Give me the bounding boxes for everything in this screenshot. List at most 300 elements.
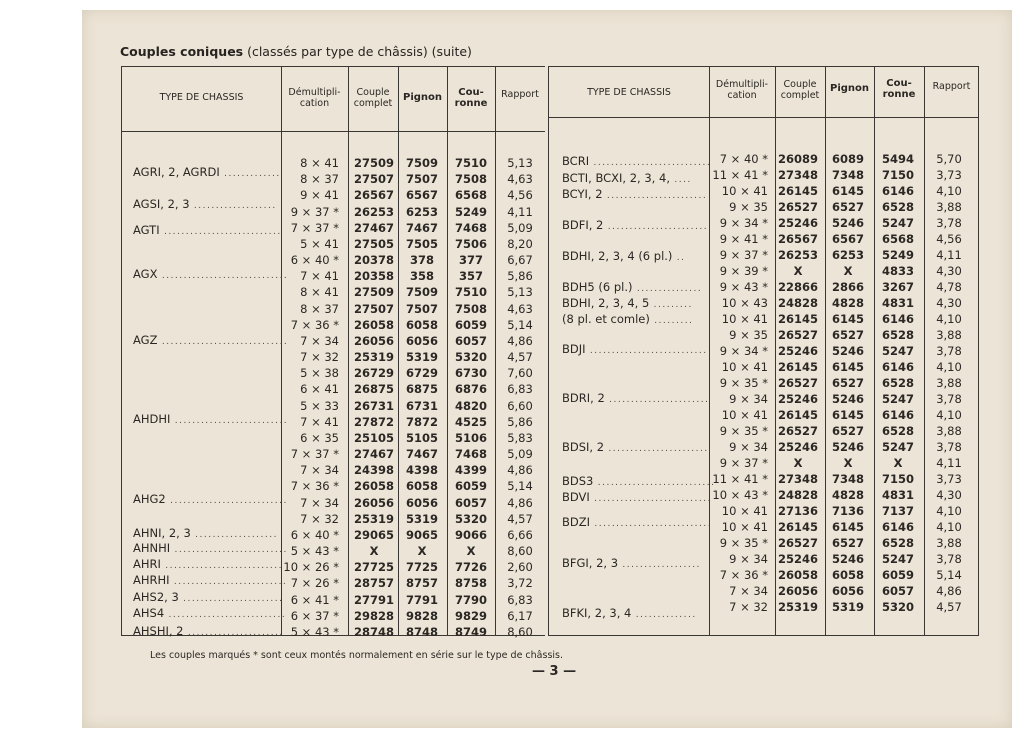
couple-complet-cell: 27348: [777, 472, 818, 486]
demultiplication-cell: 10 × 43 *: [712, 488, 768, 502]
couronne-cell: 6528: [881, 328, 914, 342]
couple-complet-cell: 27467: [353, 447, 394, 462]
couple-complet-cell: 26527: [777, 424, 818, 438]
couple-complet-cell: 26089: [777, 152, 818, 166]
chassis-label: BDH5 (6 pl.) ...............: [562, 280, 703, 294]
rapport-cell: 6,83: [507, 592, 533, 607]
header-type-chassis: TYPE DE CHASSIS: [159, 92, 244, 103]
chassis-label: BDHI, 2, 3, 4, 5 .........: [562, 296, 693, 310]
couronne-cell: 7790: [454, 592, 487, 607]
header-pignon: Pignon: [829, 83, 870, 94]
couronne-cell: 6059: [454, 317, 487, 332]
rapport-cell: 3,78: [936, 344, 962, 358]
pignon-cell: 6875: [405, 382, 438, 397]
couronne-cell: 9066: [454, 527, 487, 542]
couronne-cell: 6528: [881, 424, 914, 438]
couronne-cell: 5106: [454, 430, 487, 445]
pignon-cell: 5105: [405, 430, 438, 445]
couronne-cell: 8758: [454, 576, 487, 591]
rapport-cell: 5,13: [507, 156, 533, 170]
pignon-cell: 5246: [831, 392, 864, 406]
rapport-cell: 4,10: [936, 184, 962, 198]
couple-complet-cell: 29065: [353, 527, 394, 542]
pignon-cell: 6731: [405, 398, 438, 413]
chassis-label: AGSI, 2, 3 ...................: [133, 197, 277, 211]
rapport-cell: 4,86: [507, 495, 533, 510]
rapport-cell: 4,86: [936, 584, 962, 598]
couronne-cell: 4399: [454, 463, 487, 478]
rapport-cell: 3,78: [936, 440, 962, 454]
rapport-cell: 4,30: [936, 296, 962, 310]
rapport-cell: 4,56: [936, 232, 962, 246]
rapport-cell: 4,11: [936, 248, 962, 262]
pignon-cell: 7791: [405, 592, 438, 607]
pignon-cell: 358: [409, 269, 434, 284]
pignon-cell: 6527: [831, 536, 864, 550]
header-couronne: Cou- ronne: [882, 78, 916, 100]
pignon-cell: 5319: [831, 600, 864, 614]
pignon-cell: 6056: [405, 495, 438, 510]
demultiplication-cell: 9 × 34: [729, 392, 768, 406]
demultiplication-cell: 7 × 26 *: [290, 576, 339, 591]
rapport-cell: 4,63: [507, 172, 533, 187]
chassis-label: AGX .............................: [133, 267, 289, 281]
couple-complet-cell: 26145: [777, 312, 818, 326]
demultiplication-cell: 7 × 37 *: [290, 220, 339, 235]
couple-complet-cell: 25105: [353, 430, 394, 445]
pignon-cell: 4828: [831, 488, 864, 502]
demultiplication-cell: 6 × 40 *: [290, 527, 339, 542]
demultiplication-cell: 9 × 41: [300, 188, 339, 203]
chassis-label: AHRI ...........................: [133, 557, 284, 571]
couple-complet-cell: X: [793, 456, 803, 470]
couronne-cell: 6876: [454, 382, 487, 397]
demultiplication-cell: 7 × 34: [300, 463, 339, 478]
pignon-cell: X: [843, 456, 853, 470]
couronne-cell: 8749: [454, 624, 487, 639]
chassis-label: BDRI, 2 .......................: [562, 391, 710, 405]
rapport-cell: 5,14: [936, 568, 962, 582]
couple-complet-cell: 24828: [777, 296, 818, 310]
couronne-cell: 5247: [881, 344, 914, 358]
couronne-cell: 6059: [881, 568, 914, 582]
pignon-cell: 6058: [405, 479, 438, 494]
rapport-cell: 4,78: [936, 280, 962, 294]
couple-complet-cell: 26056: [353, 333, 394, 348]
demultiplication-cell: 9 × 37 *: [719, 456, 768, 470]
demultiplication-cell: 7 × 32: [300, 350, 339, 365]
pignon-cell: 7136: [831, 504, 864, 518]
couple-complet-cell: 25246: [777, 344, 818, 358]
couronne-cell: 6146: [881, 184, 914, 198]
demultiplication-cell: 9 × 34: [729, 552, 768, 566]
rapport-cell: 5,14: [507, 317, 533, 332]
couronne-cell: 4820: [454, 398, 487, 413]
couple-complet-cell: 26731: [353, 398, 394, 413]
demultiplication-cell: 7 × 36 *: [719, 568, 768, 582]
couple-complet-cell: 27348: [777, 168, 818, 182]
rapport-cell: 4,30: [936, 488, 962, 502]
pignon-cell: 6253: [405, 204, 438, 219]
pignon-cell: 5319: [405, 350, 438, 365]
couple-complet-cell: 26056: [353, 495, 394, 510]
demultiplication-cell: 10 × 41: [721, 504, 768, 518]
pignon-cell: 7507: [405, 301, 438, 316]
couple-complet-cell: 26729: [353, 366, 394, 381]
demultiplication-cell: 8 × 41: [300, 156, 339, 170]
couple-complet-cell: 27872: [353, 414, 394, 429]
rapport-cell: 3,78: [936, 392, 962, 406]
couple-complet-cell: 27791: [353, 592, 394, 607]
chassis-label: BFKI, 2, 3, 4 ..............: [562, 606, 697, 620]
couronne-cell: 6057: [454, 333, 487, 348]
header-couronne: Cou- ronne: [454, 87, 488, 109]
rapport-cell: 6,83: [507, 382, 533, 397]
couple-complet-cell: 25246: [777, 552, 818, 566]
couple-complet-cell: 26145: [777, 408, 818, 422]
pignon-cell: 6056: [405, 333, 438, 348]
couronne-cell: 6568: [881, 232, 914, 246]
demultiplication-cell: 9 × 35 *: [719, 536, 768, 550]
demultiplication-cell: 10 × 43: [721, 296, 768, 310]
couronne-cell: 6528: [881, 376, 914, 390]
header-rapport: Rapport: [932, 81, 971, 92]
couple-complet-cell: 20358: [353, 269, 394, 284]
rapport-cell: 4,57: [507, 511, 533, 526]
demultiplication-cell: 9 × 41 *: [719, 232, 768, 246]
rapport-cell: 2,60: [507, 560, 533, 575]
couple-complet-cell: 27136: [777, 504, 818, 518]
pignon-cell: 5246: [831, 552, 864, 566]
pignon-cell: 7725: [405, 560, 438, 575]
couple-complet-cell: 27509: [353, 156, 394, 170]
couple-complet-cell: 25246: [777, 440, 818, 454]
page-title: Couples coniques (classés par type de châssis) (suite): [120, 44, 472, 59]
couple-complet-cell: 26527: [777, 328, 818, 342]
couple-complet-cell: 26145: [777, 360, 818, 374]
rapport-cell: 4,56: [507, 188, 533, 203]
demultiplication-cell: 10 × 26 *: [283, 560, 339, 575]
header-pignon: Pignon: [402, 92, 443, 103]
demultiplication-cell: 10 × 41: [721, 312, 768, 326]
couple-complet-cell: 26058: [777, 568, 818, 582]
couronne-cell: 7150: [881, 472, 914, 486]
couronne-cell: 6730: [454, 366, 487, 381]
rapport-cell: 8,20: [507, 236, 533, 251]
couronne-cell: X: [893, 456, 903, 470]
couronne-cell: 6528: [881, 200, 914, 214]
couple-complet-cell: 25246: [777, 216, 818, 230]
demultiplication-cell: 8 × 37: [300, 172, 339, 187]
chassis-label: BDZI ...........................: [562, 515, 713, 529]
couple-complet-cell: 27467: [353, 220, 394, 235]
couple-complet-cell: 20378: [353, 253, 394, 268]
pignon-cell: 6145: [831, 312, 864, 326]
header-couple-complet: Couple complet: [780, 79, 820, 101]
couronne-cell: 5249: [454, 204, 487, 219]
couple-complet-cell: 26058: [353, 317, 394, 332]
couronne-cell: 5320: [454, 511, 487, 526]
couronne-cell: 5320: [881, 600, 914, 614]
couple-complet-cell: 27509: [353, 285, 394, 300]
chassis-label: BDVI ...........................: [562, 490, 712, 504]
header-type-chassis: TYPE DE CHASSIS: [587, 87, 671, 98]
pignon-cell: 7507: [405, 172, 438, 187]
rapport-cell: 5,14: [507, 479, 533, 494]
rapport-cell: 4,57: [507, 350, 533, 365]
demultiplication-cell: 5 × 38: [300, 366, 339, 381]
rapport-cell: 3,78: [936, 216, 962, 230]
couple-complet-cell: 25319: [353, 511, 394, 526]
chassis-label: AGRI, 2, AGRDI .............: [133, 165, 281, 179]
demultiplication-cell: 9 × 43 *: [719, 280, 768, 294]
chassis-label: AHS2, 3 .......................: [133, 590, 284, 604]
couple-complet-cell: 26527: [777, 376, 818, 390]
couple-complet-cell: 27507: [353, 301, 394, 316]
chassis-label: AGZ .............................: [133, 333, 289, 347]
couple-complet-cell: X: [793, 264, 803, 278]
couple-complet-cell: 28748: [353, 624, 394, 639]
rapport-cell: 6,60: [507, 398, 533, 413]
couronne-cell: 6146: [881, 312, 914, 326]
pignon-cell: 5246: [831, 440, 864, 454]
pignon-cell: 6253: [831, 248, 864, 262]
couronne-cell: 7508: [454, 172, 487, 187]
couronne-cell: 7510: [454, 156, 487, 170]
couple-complet-cell: 25319: [777, 600, 818, 614]
chassis-label: AHNI, 2, 3 ...................: [133, 526, 278, 540]
demultiplication-cell: 7 × 34: [729, 584, 768, 598]
demultiplication-cell: 9 × 34 *: [719, 344, 768, 358]
pignon-cell: 7505: [405, 236, 438, 251]
chassis-label: BDJI ...........................: [562, 342, 708, 356]
couronne-cell: 9829: [454, 608, 487, 623]
header-couple-complet: Couple complet: [353, 87, 393, 109]
couronne-cell: 377: [458, 253, 483, 268]
couronne-cell: 5247: [881, 552, 914, 566]
couronne-cell: 7508: [454, 301, 487, 316]
rapport-cell: 3,73: [936, 168, 962, 182]
chassis-label: BDSI, 2 .......................: [562, 440, 709, 454]
couronne-cell: 4525: [454, 414, 487, 429]
couronne-cell: 6528: [881, 536, 914, 550]
footnote: Les couples marqués * sont ceux montés normalement en série sur le type de châssis.: [150, 650, 564, 661]
rapport-cell: 3,78: [936, 552, 962, 566]
demultiplication-cell: 7 × 34: [300, 333, 339, 348]
demultiplication-cell: 6 × 37 *: [290, 608, 339, 623]
rapport-cell: 4,30: [936, 264, 962, 278]
demultiplication-cell: 7 × 32: [729, 600, 768, 614]
rapport-cell: 4,86: [507, 463, 533, 478]
couple-complet-cell: 26253: [353, 204, 394, 219]
chassis-label: AGTI ...........................: [133, 223, 282, 237]
couronne-cell: 7726: [454, 560, 487, 575]
couple-complet-cell: 24828: [777, 488, 818, 502]
couronne-cell: 4831: [881, 488, 914, 502]
rapport-cell: 3,73: [936, 472, 962, 486]
demultiplication-cell: 5 × 41: [300, 236, 339, 251]
couronne-cell: 5494: [881, 152, 914, 166]
couronne-cell: 7137: [881, 504, 914, 518]
demultiplication-cell: 6 × 41 *: [290, 592, 339, 607]
couronne-cell: 6146: [881, 408, 914, 422]
demultiplication-cell: 5 × 33: [300, 398, 339, 413]
couronne-cell: 7510: [454, 285, 487, 300]
rapport-cell: 6,17: [507, 608, 533, 623]
couple-complet-cell: 26253: [777, 248, 818, 262]
pignon-cell: 6729: [405, 366, 438, 381]
pignon-cell: 5246: [831, 344, 864, 358]
chassis-label: BDHI, 2, 3, 4 (6 pl.) ..: [562, 249, 686, 263]
pignon-cell: 6145: [831, 184, 864, 198]
pignon-cell: 9828: [405, 608, 438, 623]
demultiplication-cell: 9 × 34 *: [719, 216, 768, 230]
couronne-cell: 4831: [881, 296, 914, 310]
rapport-cell: 5,86: [507, 414, 533, 429]
demultiplication-cell: 8 × 41: [300, 285, 339, 300]
pignon-cell: 7467: [405, 447, 438, 462]
couple-complet-cell: 27725: [353, 560, 394, 575]
rapport-cell: 3,88: [936, 200, 962, 214]
pignon-cell: 7509: [405, 156, 438, 170]
pignon-cell: 6058: [831, 568, 864, 582]
pignon-cell: 7348: [831, 472, 864, 486]
chassis-label: BCRI ...........................: [562, 154, 712, 168]
couronne-cell: 7506: [454, 236, 487, 251]
couple-complet-cell: 26567: [353, 188, 394, 203]
demultiplication-cell: 5 × 43 *: [290, 624, 339, 639]
couple-complet-cell: 28757: [353, 576, 394, 591]
rapport-cell: 3,88: [936, 424, 962, 438]
demultiplication-cell: 8 × 37: [300, 301, 339, 316]
pignon-cell: 6567: [831, 232, 864, 246]
pignon-cell: 6058: [405, 317, 438, 332]
pignon-cell: 6056: [831, 584, 864, 598]
demultiplication-cell: 10 × 41: [721, 360, 768, 374]
couple-complet-cell: 25319: [353, 350, 394, 365]
demultiplication-cell: 9 × 37 *: [290, 204, 339, 219]
couronne-cell: 7468: [454, 447, 487, 462]
couronne-cell: 6146: [881, 360, 914, 374]
couple-complet-cell: 26567: [777, 232, 818, 246]
chassis-label: BFGI, 2, 3 ..................: [562, 556, 701, 570]
pignon-cell: 6527: [831, 328, 864, 342]
couronne-cell: 6146: [881, 520, 914, 534]
couple-complet-cell: 26527: [777, 200, 818, 214]
pignon-cell: 8757: [405, 576, 438, 591]
couple-complet-cell: X: [369, 544, 379, 559]
rapport-cell: 4,10: [936, 360, 962, 374]
rapport-cell: 3,72: [507, 576, 533, 591]
demultiplication-cell: 7 × 34: [300, 495, 339, 510]
pignon-cell: 4828: [831, 296, 864, 310]
demultiplication-cell: 6 × 40 *: [290, 253, 339, 268]
pignon-cell: 6145: [831, 520, 864, 534]
couronne-cell: 5247: [881, 440, 914, 454]
chassis-label: AHDHI ..........................: [133, 412, 289, 426]
pignon-cell: 7348: [831, 168, 864, 182]
rapport-cell: 7,60: [507, 366, 533, 381]
pignon-cell: X: [843, 264, 853, 278]
couronne-cell: X: [466, 544, 476, 559]
couple-complet-cell: 26058: [353, 479, 394, 494]
couronne-cell: 6057: [454, 495, 487, 510]
couple-complet-cell: 26875: [353, 382, 394, 397]
couple-complet-cell: 26527: [777, 536, 818, 550]
rapport-cell: 4,11: [507, 204, 533, 219]
couronne-cell: 7468: [454, 220, 487, 235]
pignon-cell: 6527: [831, 424, 864, 438]
rapport-cell: 4,10: [936, 408, 962, 422]
pignon-cell: 6527: [831, 200, 864, 214]
chassis-label: BCTI, BCXI, 2, 3, 4, ....: [562, 171, 692, 185]
rapport-cell: 8,60: [507, 544, 533, 559]
couronne-cell: 4833: [881, 264, 914, 278]
rapport-cell: 6,66: [507, 527, 533, 542]
pignon-cell: X: [417, 544, 427, 559]
couronne-cell: 3267: [881, 280, 914, 294]
rapport-cell: 6,67: [507, 253, 533, 268]
demultiplication-cell: 6 × 35: [300, 430, 339, 445]
couple-complet-cell: 26145: [777, 520, 818, 534]
page-number: — 3 —: [532, 664, 577, 679]
rapport-cell: 5,09: [507, 447, 533, 462]
chassis-label: (8 pl. et comle) .........: [562, 312, 694, 326]
demultiplication-cell: 9 × 35 *: [719, 376, 768, 390]
pignon-cell: 7467: [405, 220, 438, 235]
rapport-cell: 4,86: [507, 333, 533, 348]
couple-complet-cell: 25246: [777, 392, 818, 406]
pignon-cell: 6527: [831, 376, 864, 390]
demultiplication-cell: 9 × 35: [729, 328, 768, 342]
chassis-label: BDFI, 2 .......................: [562, 218, 709, 232]
demultiplication-cell: 9 × 35 *: [719, 424, 768, 438]
demultiplication-cell: 7 × 41: [300, 414, 339, 429]
chassis-label: AHNHI ..........................: [133, 541, 288, 555]
demultiplication-cell: 7 × 37 *: [290, 447, 339, 462]
chassis-label: BCYI, 2 .......................: [562, 187, 708, 201]
chassis-label: AHS4 ...........................: [133, 606, 287, 620]
demultiplication-cell: 7 × 36 *: [290, 317, 339, 332]
pignon-cell: 5246: [831, 216, 864, 230]
header-rapport: Rapport: [501, 89, 539, 100]
couronne-cell: 6057: [881, 584, 914, 598]
rapport-cell: 4,10: [936, 312, 962, 326]
demultiplication-cell: 10 × 41: [721, 184, 768, 198]
chassis-label: AHRHI ..........................: [133, 573, 288, 587]
couronne-cell: 7150: [881, 168, 914, 182]
demultiplication-cell: 6 × 41: [300, 382, 339, 397]
pignon-cell: 5319: [405, 511, 438, 526]
couple-complet-cell: 27507: [353, 172, 394, 187]
rapport-cell: 3,88: [936, 376, 962, 390]
rapport-cell: 4,11: [936, 456, 962, 470]
couple-complet-cell: 22866: [777, 280, 818, 294]
demultiplication-cell: 7 × 41: [300, 269, 339, 284]
rapport-cell: 5,09: [507, 220, 533, 235]
rapport-cell: 4,57: [936, 600, 962, 614]
pignon-cell: 4398: [405, 463, 438, 478]
rapport-cell: 4,10: [936, 520, 962, 534]
pignon-cell: 2866: [831, 280, 864, 294]
pignon-cell: 7509: [405, 285, 438, 300]
pignon-cell: 6089: [831, 152, 864, 166]
rapport-cell: 5,86: [507, 269, 533, 284]
demultiplication-cell: 9 × 35: [729, 200, 768, 214]
rapport-cell: 5,83: [507, 430, 533, 445]
couple-complet-cell: 26056: [777, 584, 818, 598]
pignon-cell: 6145: [831, 408, 864, 422]
